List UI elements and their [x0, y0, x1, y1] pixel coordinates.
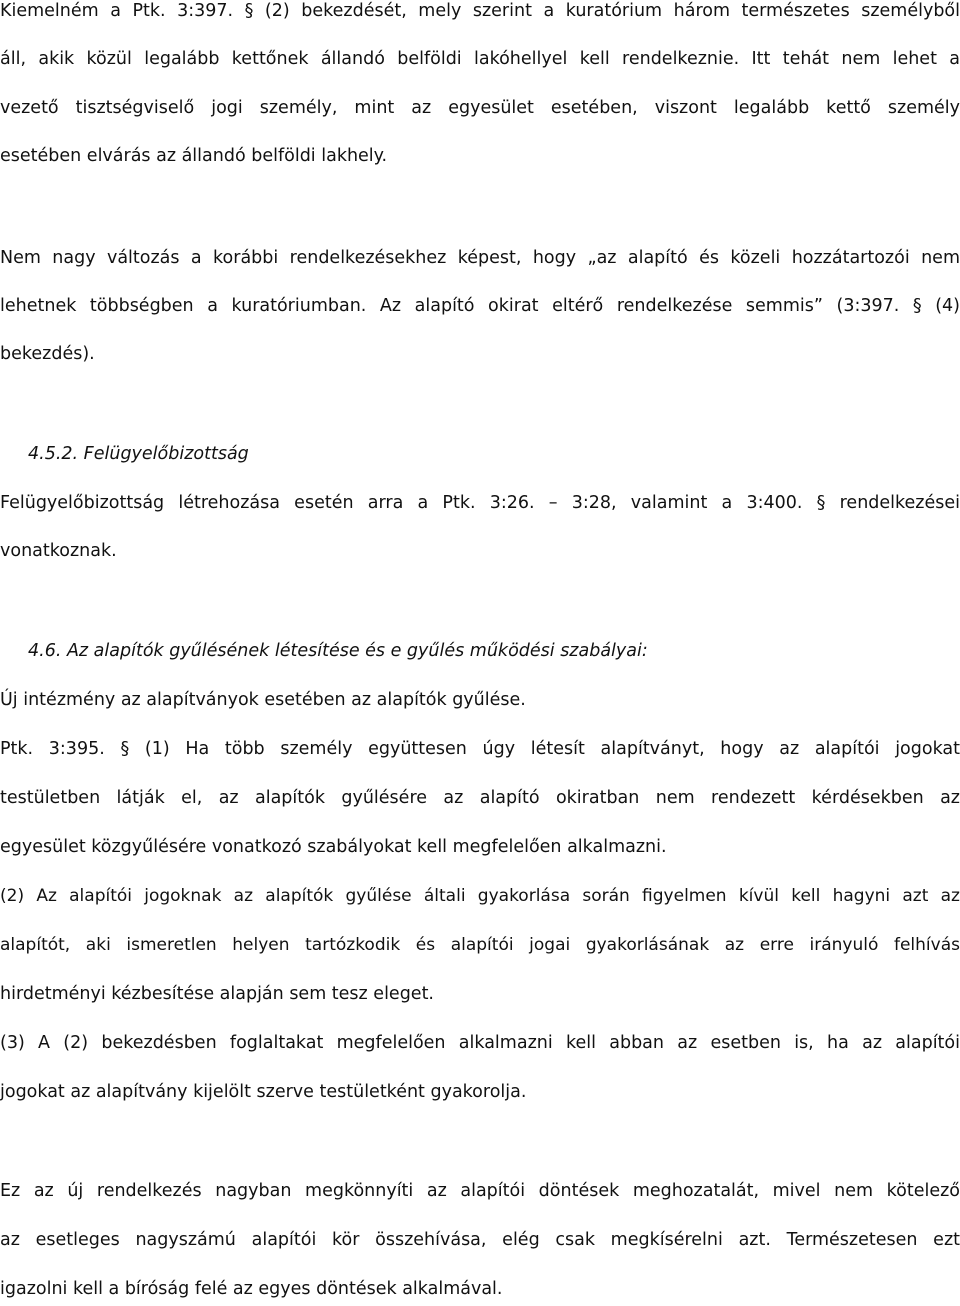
text-line: (3) A (2) bekezdésben foglaltakat megfelelően alkalmazni kell abban az esetben is, ha az alapítói: [0, 1033, 960, 1053]
text-line: alapítót, aki ismeretlen helyen tartózkodik és alapítói jogai gyakorlásának az erre irányuló felhívás: [0, 935, 960, 955]
text-line: Felügyelőbizottság létrehozása esetén arra a Ptk. 3:26. – 3:28, valamint a 3:400. § rendelkezései: [0, 493, 960, 513]
text-line: bekezdés).: [0, 344, 95, 364]
section-heading: 4.6. Az alapítók gyűlésének létesítése és e gyűlés működési szabályai:: [28, 641, 648, 661]
paragraph-new-institution: Új intézmény az alapítványok esetében az alapítók gyűlése.: [0, 690, 526, 710]
text-line: az esetleges nagyszámú alapítói kör összehívása, elég csak megkísérelni azt. Természetesen ezt: [0, 1230, 960, 1250]
text-line: (2) Az alapítói jogoknak az alapítók gyűlése általi gyakorlása során figyelmen kívül kell hagyni azt az: [0, 886, 960, 906]
text-line: vezető tisztségviselő jogi személy, mint az egyesület esetében, viszont legalább kettő személy: [0, 98, 960, 118]
text-line: Kiemelném a Ptk. 3:397. § (2) bekezdését, mely szerint a kuratórium három természetes személyből: [0, 1, 960, 21]
text-line: áll, akik közül legalább kettőnek állandó belföldi lakóhellyel kell rendelkeznie. Itt tehát nem lehet a: [0, 49, 960, 69]
text-line: igazolni kell a bíróság felé az egyes döntések alkalmával.: [0, 1279, 503, 1299]
text-line: Nem nagy változás a korábbi rendelkezésekhez képest, hogy „az alapító és közeli hozzátartozói nem: [0, 248, 960, 268]
text-line: egyesület közgyűlésére vonatkozó szabályokat kell megfelelően alkalmazni.: [0, 837, 667, 857]
text-line: testületben látják el, az alapítók gyűlésére az alapító okiratban nem rendezett kérdésekben az: [0, 788, 960, 808]
text-line: Ptk. 3:395. § (1) Ha több személy együttesen úgy létesít alapítványt, hogy az alapítói jogokat: [0, 739, 960, 759]
text-line: hirdetményi kézbesítése alapján sem tesz eleget.: [0, 984, 434, 1004]
text-line: jogokat az alapítvány kijelölt szerve testületként gyakorolja.: [0, 1082, 527, 1102]
text-line: lehetnek többségben a kuratóriumban. Az alapító okirat eltérő rendelkezése semmis” (3:397. § (4): [0, 296, 960, 316]
text-line: vonatkoznak.: [0, 541, 117, 561]
text-line: Ez az új rendelkezés nagyban megkönnyíti az alapítói döntések meghozatalát, mivel nem kötelező: [0, 1181, 960, 1201]
text-line: esetében elvárás az állandó belföldi lakhely.: [0, 146, 388, 166]
section-heading: 4.5.2. Felügyelőbizottság: [28, 444, 249, 464]
